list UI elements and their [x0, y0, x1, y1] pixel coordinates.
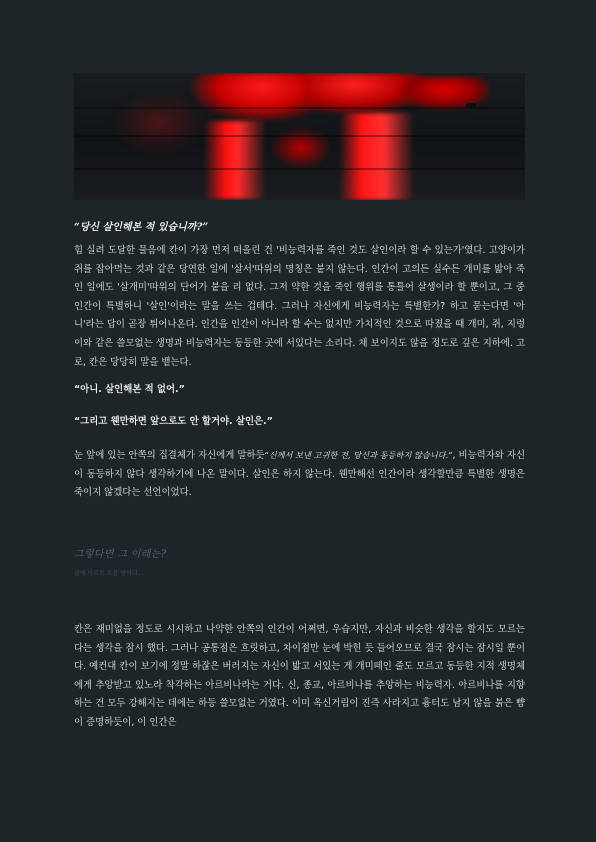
document-page: [74, 73, 525, 733]
paragraph-2-quote: “신께서 보낸 고귀한 전, 당신과 동등하지 않습니다.”: [264, 450, 453, 461]
paragraph-3: 칸은 재미없을 정도로 시시하고 나약한 안쪽의 인간이 어쩌면, 우습지만, 자신과 비슷한 생각을 할지도 모르는다는 생각을 잠시 했다. 그러나 공통점은 흐릿하고, 차이점만 눈에 박힌 듯 들어오므로 결국 잠시는 잠시일 뿐이다. 예컨대 칸이 보기에 정말 하잖은 버러지는 자신이 밟고 서있는 게 개미떼인 줄도 모르고 동등한 지적 생명체에게 추앙받고 있노라 착각하는 아르비나라는 거다. 신, 종교, 아르비나를 추앙하는 비능력자. 아르비나를 지향하는 건 모두 강해지는 데에는 하등 쓸모없는 거였다. 이미 옥신거림이 진즉 사라지고 흉터도 남지 않을 붉은 뺨이 증명하듯이, 이 인간은: [74, 623, 525, 728]
paragraph-2-lead: 눈 앞에 있는 안쪽의 집결체가 자신에게 말하듯: [74, 450, 265, 462]
dialog-line-1: “아니. 살인해본 적 없어.”: [74, 384, 185, 396]
dialog-line-2: “그리고 웬만하면 앞으로도 안 할거야. 살인은.”: [74, 416, 273, 428]
paragraph-2-tail: , 비능력자와 자신이 동등하지 않다 생각하기에 나온 말이다. 살인은 하지 않는다. 웬만해선 인간이라 생각할만큼 특별한 생명은 죽이지 않겠다는 선언이었다.: [74, 450, 526, 499]
banner-image: [74, 73, 525, 200]
section-subheading: 그렇다면 그 이래는?: [74, 548, 167, 560]
quote-title: “당신 살인해본 적 있습니까?”: [74, 222, 209, 233]
section-subnote: 글에 아르트 모음 밖이다...: [74, 569, 144, 577]
paragraph-1: 힘 실려 도달한 물음에 칸이 가장 먼저 떠올린 건 '비능력자를 죽인 것도 살인이라 할 수 있는가'였다. 고양이가 쥐를 잡아먹는 것과 같은 당연한 일에 '살서'따위의 명칭은 붙지 않는다. 인간이 고의든 실수든 개미를 밟아 죽인 일에도 '살개미'따위의 단어가 붙을 리 없다. 그저 약한 것을 죽인 행위를 통틀어 살생이라 할 뿐이고, 그 중 인간이 특별하니 '살인'이라는 말을 쓰는 겁테다. 그러나 자신에게 비능력자는 특별한가? 하고 묻는다면 '아니'라는 답이 곧장 튀어나온다. 인간을 인간이 아니라 할 수는 없지만 가치적인 것으로 따졌을 때 개미, 쥐, 지렁이와 같은 쓸모없는 생명과 비능력자는 동등한 곳에 서있다는 소리다. 채 보이지도 않을 정도로 깊은 지하에. 고로, 칸은 당당히 말을 뱉는다.: [74, 245, 525, 368]
paragraph-2: [74, 446, 525, 503]
